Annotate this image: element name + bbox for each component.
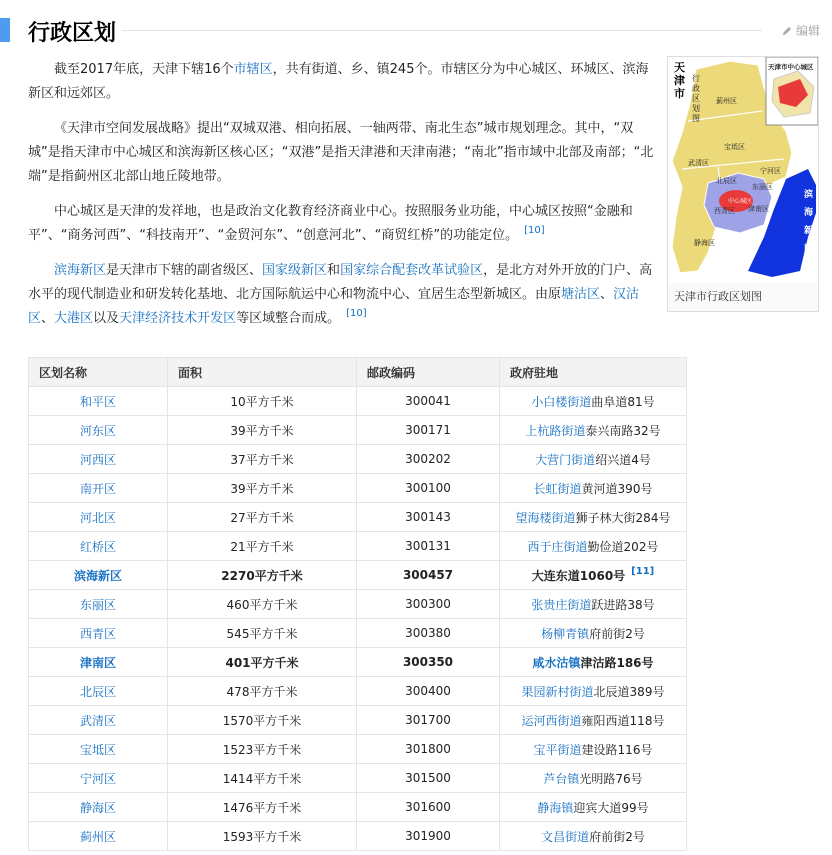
- area-cell: 21平方千米: [168, 532, 357, 561]
- seat-link[interactable]: 杨柳青镇: [541, 626, 590, 641]
- postal-cell: 300380: [357, 619, 500, 648]
- tianjin-map[interactable]: [668, 57, 818, 283]
- seat-address: 光明路76号: [579, 771, 643, 786]
- paragraph-text: 等区域整合而成。: [236, 311, 341, 326]
- table-row: [29, 793, 687, 822]
- seat-link[interactable]: 小白楼街道: [531, 394, 592, 409]
- seat-cell: [500, 677, 687, 706]
- postal-cell: 301500: [357, 764, 500, 793]
- district-cell[interactable]: [29, 764, 168, 793]
- paragraph-text: 、: [600, 287, 614, 302]
- area-cell: 10平方千米: [168, 387, 357, 416]
- area-cell: 545平方千米: [168, 619, 357, 648]
- map-label: 东丽区: [752, 183, 773, 191]
- seat-cell: [500, 619, 687, 648]
- district-cell[interactable]: [29, 619, 168, 648]
- district-cell[interactable]: [29, 677, 168, 706]
- district-link[interactable]: 北辰区: [79, 684, 116, 699]
- table-row: [29, 503, 687, 532]
- district-link[interactable]: 河东区: [79, 423, 116, 438]
- table-row: [29, 619, 687, 648]
- header-postal: 邮政编码: [357, 358, 500, 387]
- seat-address: 府前街2号: [589, 626, 645, 641]
- seat-cell: [500, 532, 687, 561]
- district-cell[interactable]: [29, 416, 168, 445]
- seat-cell: [500, 735, 687, 764]
- seat-cell: [500, 706, 687, 735]
- seat-cell: [500, 764, 687, 793]
- paragraph-text: 和: [327, 263, 341, 278]
- seat-address: 雍阳西道118号: [581, 713, 665, 728]
- district-cell[interactable]: [29, 474, 168, 503]
- map-label: 北辰区: [716, 177, 737, 185]
- paragraph-text: 《天津市空间发展战略》提出“双城双港、相向拓展、一轴两带、南北生态”城市规划理念。其中，“双城”是指天津市中心城区和滨海新区核心区；“双港”是指天津港和天津南港；“南北”指市域中北部及南部；“北端”是指蓟州区北部山地丘陵地带。: [28, 121, 654, 184]
- table-row: [29, 735, 687, 764]
- map-label: 区: [804, 244, 814, 254]
- title-divider: [122, 30, 762, 31]
- seat-cell: [500, 561, 687, 590]
- area-cell: 2270平方千米: [168, 561, 357, 590]
- reference-link[interactable]: [10]: [346, 308, 367, 319]
- table-row: [29, 474, 687, 503]
- inline-link[interactable]: 天津经济技术开发区: [119, 311, 237, 326]
- area-cell: 1570平方千米: [168, 706, 357, 735]
- map-label: 宁河区: [760, 167, 781, 175]
- paragraph: [28, 117, 660, 189]
- district-table: [28, 357, 687, 851]
- map-label: 蓟州区: [716, 97, 737, 105]
- paragraph-text: 截至2017年底，天津下辖16个: [54, 62, 234, 77]
- seat-address: 跃进路38号: [591, 597, 655, 612]
- district-cell[interactable]: [29, 387, 168, 416]
- header-seat: 政府驻地: [500, 358, 687, 387]
- header-name: 区划名称: [29, 358, 168, 387]
- seat-address: 津沽路186号: [580, 655, 654, 670]
- edit-label: 编辑: [795, 24, 820, 38]
- seat-link[interactable]: 宝平街道: [533, 742, 582, 757]
- area-cell: 460平方千米: [168, 590, 357, 619]
- seat-link[interactable]: 果园新村街道: [521, 684, 594, 699]
- postal-cell: 300457: [357, 561, 500, 590]
- table-row: [29, 764, 687, 793]
- district-link[interactable]: 蓟州区: [79, 829, 116, 844]
- district-cell[interactable]: [29, 706, 168, 735]
- table-row: [29, 706, 687, 735]
- postal-cell: 300400: [357, 677, 500, 706]
- district-link[interactable]: 西青区: [79, 626, 116, 641]
- table-row: [29, 416, 687, 445]
- map-label: 中心城区: [728, 198, 753, 205]
- seat-address: 狮子林大街284号: [575, 510, 671, 525]
- paragraph-text: ，共有街道、乡、镇245个。市辖区分为中心城区、环城区、滨海新区和远郊区。: [28, 62, 649, 101]
- table-row: [29, 822, 687, 851]
- seat-link[interactable]: 芦台镇: [543, 771, 580, 786]
- postal-cell: 300350: [357, 648, 500, 677]
- paragraph-text: ，是北方对外开放的门户、高水平的现代制造业和研发转化基地、北方国际航运中心和物流中心、宜居生态型新城区。由原: [28, 263, 653, 302]
- district-cell[interactable]: [29, 590, 168, 619]
- postal-cell: 300143: [357, 503, 500, 532]
- postal-cell: 300171: [357, 416, 500, 445]
- seat-link[interactable]: 上杭路街道: [525, 423, 586, 438]
- area-cell: 1523平方千米: [168, 735, 357, 764]
- map-label: 新: [804, 226, 814, 236]
- seat-address: 迎宾大道99号: [573, 800, 649, 815]
- map-caption: 天津市行政区划图: [674, 290, 762, 303]
- map-label: 宝坻区: [724, 143, 745, 151]
- district-link[interactable]: 南开区: [79, 481, 116, 496]
- table-row: [29, 561, 687, 590]
- table-row: [29, 387, 687, 416]
- pencil-icon: [781, 25, 793, 37]
- seat-cell: [500, 648, 687, 677]
- paragraph: [28, 200, 660, 248]
- postal-cell: 300300: [357, 590, 500, 619]
- district-link[interactable]: 津南区: [79, 655, 116, 670]
- map-label: 西青区: [714, 207, 735, 215]
- district-link[interactable]: 和平区: [79, 394, 116, 409]
- map-subtitle: 行政区划图: [692, 74, 700, 123]
- table-row: [29, 445, 687, 474]
- district-cell[interactable]: [29, 561, 168, 590]
- seat-link[interactable]: 咸水沽镇: [532, 655, 581, 670]
- area-cell: 1414平方千米: [168, 764, 357, 793]
- inline-link[interactable]: 市辖区: [233, 62, 273, 77]
- seat-address: 大连东道1060号: [531, 568, 626, 583]
- seat-cell: [500, 822, 687, 851]
- postal-cell: 300041: [357, 387, 500, 416]
- inline-link[interactable]: 汉沽区: [28, 287, 640, 326]
- seat-link[interactable]: 西于庄街道: [527, 539, 588, 554]
- seat-address: 勤俭道202号: [587, 539, 659, 554]
- postal-cell: 300202: [357, 445, 500, 474]
- seat-link[interactable]: 张贵庄街道: [531, 597, 592, 612]
- inline-link[interactable]: 滨海新区: [54, 263, 107, 278]
- seat-cell: [500, 387, 687, 416]
- map-label: 静海区: [694, 239, 715, 247]
- paragraph-text: 中心城区是天津的发祥地，也是政治文化教育经济商业中心。按照服务业功能，中心城区按照“金融和平”、“商务河西”、“科技南开”、“金贸河东”、“创意河北”、“商贸红桥”的功能定位。: [28, 204, 633, 243]
- map-title: 天津市: [674, 61, 685, 100]
- table-row: [29, 590, 687, 619]
- seat-cell: [500, 793, 687, 822]
- district-link[interactable]: 静海区: [79, 800, 116, 815]
- district-cell[interactable]: [29, 822, 168, 851]
- table-row: [29, 677, 687, 706]
- postal-cell: 301700: [357, 706, 500, 735]
- seat-link[interactable]: 大营门街道: [535, 452, 596, 467]
- district-cell[interactable]: [29, 648, 168, 677]
- district-cell[interactable]: [29, 793, 168, 822]
- paragraph-text: 以及: [93, 311, 120, 326]
- table-row: [29, 648, 687, 677]
- reference-link[interactable]: [10]: [524, 225, 545, 236]
- seat-cell: [500, 503, 687, 532]
- map-label: 武清区: [688, 159, 709, 167]
- seat-address: 黄河道390号: [581, 481, 653, 496]
- district-link[interactable]: 东丽区: [79, 597, 116, 612]
- seat-address: 北辰道389号: [593, 684, 665, 699]
- paragraph-text: 是天津市下辖的副省级区、: [106, 263, 263, 278]
- seat-link[interactable]: 文昌街道: [541, 829, 590, 844]
- section-accent-bar: [0, 18, 10, 42]
- seat-link[interactable]: 长虹街道: [533, 481, 582, 496]
- article-body: [28, 58, 660, 342]
- district-cell[interactable]: [29, 445, 168, 474]
- district-cell[interactable]: [29, 503, 168, 532]
- district-link[interactable]: 河北区: [79, 510, 116, 525]
- section-title: 行政区划: [28, 21, 117, 46]
- map-label: 滨: [804, 190, 814, 200]
- paragraph: [28, 259, 660, 331]
- inline-link[interactable]: 塘沽区: [561, 287, 601, 302]
- postal-cell: 300131: [357, 532, 500, 561]
- edit-link[interactable]: [781, 22, 820, 39]
- area-cell: 39平方千米: [168, 416, 357, 445]
- map-figure[interactable]: [667, 56, 819, 312]
- inline-link[interactable]: 国家级新区: [262, 263, 328, 278]
- reference-link[interactable]: [11]: [631, 565, 655, 577]
- district-cell[interactable]: [29, 532, 168, 561]
- seat-address: 绍兴道4号: [595, 452, 651, 467]
- district-link[interactable]: 武清区: [79, 713, 116, 728]
- area-cell: 1593平方千米: [168, 822, 357, 851]
- seat-link[interactable]: 运河西街道: [521, 713, 582, 728]
- postal-cell: 300100: [357, 474, 500, 503]
- district-link[interactable]: 河西区: [79, 452, 116, 467]
- district-link[interactable]: 宁河区: [79, 771, 116, 786]
- seat-link[interactable]: 静海镇: [537, 800, 574, 815]
- seat-address: 曲阜道81号: [591, 394, 655, 409]
- seat-address: 建设路116号: [581, 742, 653, 757]
- area-cell: 478平方千米: [168, 677, 357, 706]
- table-header-row: [29, 358, 687, 387]
- table-row: [29, 532, 687, 561]
- paragraph: [28, 58, 660, 106]
- map-inset-title: 天津市中心城区: [768, 63, 814, 71]
- seat-cell: [500, 445, 687, 474]
- district-cell[interactable]: [29, 735, 168, 764]
- inline-link[interactable]: 国家综合配套改革试验区: [340, 263, 484, 278]
- seat-link[interactable]: 望海楼街道: [515, 510, 576, 525]
- area-cell: 27平方千米: [168, 503, 357, 532]
- area-cell: 1476平方千米: [168, 793, 357, 822]
- seat-cell: [500, 590, 687, 619]
- paragraph-text: 、: [41, 311, 55, 326]
- district-link[interactable]: 红桥区: [79, 539, 116, 554]
- postal-cell: 301600: [357, 793, 500, 822]
- header-area: 面积: [168, 358, 357, 387]
- map-label: 海: [804, 208, 814, 218]
- postal-cell: 301800: [357, 735, 500, 764]
- seat-address: 泰兴南路32号: [585, 423, 661, 438]
- area-cell: 37平方千米: [168, 445, 357, 474]
- inline-link[interactable]: 大港区: [54, 311, 94, 326]
- seat-cell: [500, 416, 687, 445]
- district-link[interactable]: 宝坻区: [79, 742, 116, 757]
- seat-cell: [500, 474, 687, 503]
- map-label: 津南区: [748, 205, 769, 213]
- postal-cell: 301900: [357, 822, 500, 851]
- district-link[interactable]: 滨海新区: [73, 568, 122, 583]
- area-cell: 401平方千米: [168, 648, 357, 677]
- area-cell: 39平方千米: [168, 474, 357, 503]
- seat-address: 府前街2号: [589, 829, 645, 844]
